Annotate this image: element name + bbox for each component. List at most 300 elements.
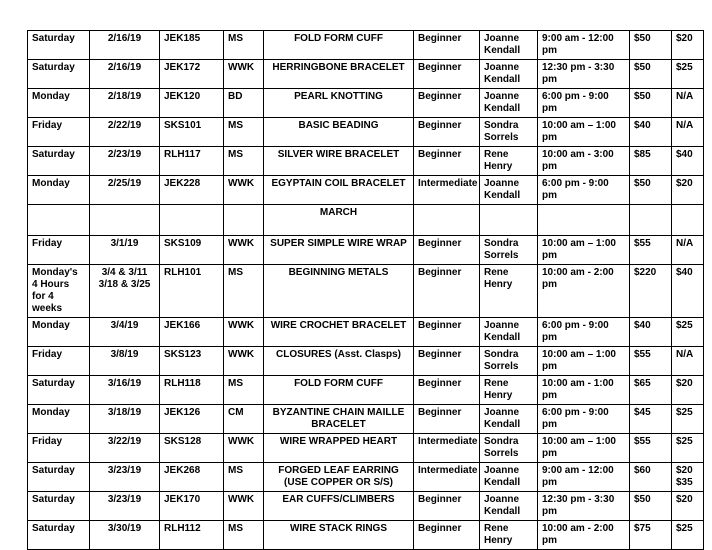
instructor-cell-text: Joanne Kendall [484, 465, 521, 488]
time-cell-text: 10:00 am - 2:00 pm [542, 267, 614, 290]
level-cell [414, 463, 480, 492]
day-cell-text: Saturday [32, 378, 75, 389]
class-title-cell [264, 405, 414, 434]
class-code-cell [160, 147, 224, 176]
instructor-cell-text: Joanne Kendall [484, 320, 521, 343]
class-title-cell-text: CLOSURES (Asst. Clasps) [275, 349, 402, 360]
level-cell [414, 376, 480, 405]
date-cell [90, 376, 160, 405]
instructor-cell [480, 60, 538, 89]
level-cell-text: Beginner [418, 523, 462, 534]
fee-cell-text: N/A [676, 349, 694, 360]
instructor-cell-text: Joanne Kendall [484, 407, 521, 430]
class-code-cell-text: SKS123 [164, 349, 202, 360]
level-cell-text: Beginner [418, 267, 462, 278]
price-cell [630, 463, 672, 492]
table-row [28, 347, 704, 376]
type-cell [224, 521, 264, 550]
time-cell [538, 376, 630, 405]
instructor-cell [480, 463, 538, 492]
type-cell-text: WWK [228, 349, 255, 360]
type-cell [224, 463, 264, 492]
fee-cell-text: $20 [676, 178, 693, 189]
level-cell [414, 118, 480, 147]
table-row [28, 405, 704, 434]
time-cell [538, 31, 630, 60]
date-cell [90, 118, 160, 147]
level-cell [414, 434, 480, 463]
class-code-cell [160, 376, 224, 405]
class-code-cell-text: JEK120 [164, 91, 201, 102]
fee-cell [672, 60, 704, 89]
date-cell [90, 236, 160, 265]
time-cell-text: 10:00 am – 1:00 pm [542, 120, 616, 143]
fee-cell-text: $25 [676, 320, 693, 331]
level-cell-text: Beginner [418, 91, 462, 102]
time-cell-text: 12:30 pm - 3:30 pm [542, 494, 615, 517]
table-row [28, 147, 704, 176]
class-title-cell-text: WIRE CROCHET BRACELET [270, 320, 407, 331]
date-cell-text: 3/23/19 [107, 465, 142, 476]
time-cell-text: 10:00 am - 1:00 pm [542, 378, 614, 401]
level-cell [414, 60, 480, 89]
table-row [28, 463, 704, 492]
class-title-cell [264, 31, 414, 60]
fee-extra-text: $35 [676, 477, 693, 488]
class-title-cell [264, 347, 414, 376]
time-cell [538, 265, 630, 318]
date-cell [90, 318, 160, 347]
price-cell-text: $60 [634, 465, 651, 476]
price-cell [630, 147, 672, 176]
class-code-cell [160, 236, 224, 265]
date-cell [90, 89, 160, 118]
table-row [28, 434, 704, 463]
instructor-cell-text: Joanne Kendall [484, 91, 521, 114]
time-cell-text: 10:00 am – 1:00 pm [542, 349, 616, 372]
day-cell-text: Saturday [32, 494, 75, 505]
price-cell [630, 405, 672, 434]
class-title-cell [264, 521, 414, 550]
level-cell [414, 176, 480, 205]
type-cell-text: MS [228, 149, 243, 160]
fee-cell [672, 118, 704, 147]
class-code-cell-text: RLH112 [164, 523, 201, 534]
class-code-cell-text: SKS109 [164, 238, 202, 249]
date-cell [90, 176, 160, 205]
time-cell-text: 6:00 pm - 9:00 pm [542, 320, 609, 343]
fee-cell [672, 463, 704, 492]
instructor-cell [480, 176, 538, 205]
price-cell-text: $65 [634, 378, 651, 389]
date-cell-text: 3/4/19 [110, 320, 139, 331]
type-cell [224, 376, 264, 405]
class-title-cell [264, 434, 414, 463]
day-cell [28, 434, 90, 463]
price-cell [630, 236, 672, 265]
time-cell [538, 89, 630, 118]
instructor-cell [480, 31, 538, 60]
type-cell-text: BD [228, 91, 243, 102]
class-title-cell [264, 176, 414, 205]
day-cell [28, 89, 90, 118]
instructor-cell-text: Rene Henry [484, 149, 513, 172]
level-cell [414, 492, 480, 521]
class-code-cell-text: JEK166 [164, 320, 201, 331]
class-code-cell [160, 265, 224, 318]
type-cell [224, 318, 264, 347]
day-cell [28, 60, 90, 89]
day-cell-text: Friday [32, 120, 63, 131]
class-title-cell [264, 60, 414, 89]
time-cell [538, 492, 630, 521]
fee-cell [672, 434, 704, 463]
day-cell-text: Monday [32, 91, 70, 102]
price-cell-text: $220 [634, 267, 657, 278]
price-cell [630, 376, 672, 405]
day-cell [28, 318, 90, 347]
table-row [28, 176, 704, 205]
month-row [28, 205, 704, 236]
level-cell-text: Beginner [418, 149, 462, 160]
time-cell-text: 10:00 am - 3:00 pm [542, 149, 614, 172]
type-cell [224, 405, 264, 434]
price-cell-text: $40 [634, 120, 651, 131]
table-row [28, 318, 704, 347]
level-cell-text: Intermediate [418, 178, 478, 189]
level-cell [414, 318, 480, 347]
class-title-cell-text: SILVER WIRE BRACELET [277, 149, 400, 160]
day-cell [28, 463, 90, 492]
time-cell [538, 236, 630, 265]
instructor-cell [480, 265, 538, 318]
price-cell-text: $50 [634, 178, 651, 189]
type-cell [224, 236, 264, 265]
fee-cell [672, 376, 704, 405]
day-cell [28, 492, 90, 521]
type-cell [224, 265, 264, 318]
date-cell [90, 521, 160, 550]
class-title-cell [264, 376, 414, 405]
class-code-cell [160, 463, 224, 492]
fee-cell-text: $20 [676, 494, 693, 505]
fee-cell [672, 176, 704, 205]
time-cell [538, 463, 630, 492]
class-code-cell-text: RLH118 [164, 378, 201, 389]
instructor-cell [480, 236, 538, 265]
day-cell-text: Monday [32, 407, 70, 418]
price-cell-text: $50 [634, 91, 651, 102]
fee-cell-text: $40 [676, 149, 693, 160]
price-cell-text: $45 [634, 407, 651, 418]
time-cell-text: 12:30 pm - 3:30 pm [542, 62, 615, 85]
table-row [28, 265, 704, 318]
level-cell [414, 89, 480, 118]
price-cell [630, 434, 672, 463]
table-row [28, 60, 704, 89]
class-code-cell [160, 89, 224, 118]
class-title-cell [264, 236, 414, 265]
class-title-cell-text: FORGED LEAF EARRING (USE COPPER OR S/S) [278, 465, 399, 488]
class-title-cell [264, 118, 414, 147]
day-cell-text: Monday [32, 320, 70, 331]
day-cell-text: Saturday [32, 523, 75, 534]
instructor-cell-text: Sondra Sorrels [484, 120, 519, 143]
level-cell-text: Beginner [418, 407, 462, 418]
level-cell-text: Intermediate [418, 436, 478, 447]
day-cell [28, 521, 90, 550]
february-rows [28, 31, 704, 205]
date-cell [90, 463, 160, 492]
price-cell [630, 31, 672, 60]
type-cell-text: WWK [228, 320, 255, 331]
class-code-cell-text: SKS101 [164, 120, 202, 131]
fee-cell [672, 31, 704, 60]
time-cell [538, 118, 630, 147]
class-title-cell [264, 147, 414, 176]
class-code-cell-text: JEK172 [164, 62, 201, 73]
day-cell [28, 405, 90, 434]
date-cell-text: 3/1/19 [110, 238, 139, 249]
date-cell-text: 3/18/19 [107, 407, 142, 418]
price-cell-text: $40 [634, 320, 651, 331]
price-cell [630, 318, 672, 347]
instructor-cell [480, 521, 538, 550]
day-cell-text: Saturday [32, 149, 75, 160]
type-cell-text: MS [228, 33, 243, 44]
instructor-cell-text: Joanne Kendall [484, 178, 521, 201]
instructor-cell [480, 118, 538, 147]
day-cell [28, 176, 90, 205]
level-cell [414, 405, 480, 434]
class-title-cell-text: BASIC BEADING [298, 120, 379, 131]
date-cell [90, 31, 160, 60]
instructor-cell [480, 318, 538, 347]
fee-cell [672, 347, 704, 376]
date-cell [90, 60, 160, 89]
type-cell-text: WWK [228, 62, 255, 73]
fee-cell [672, 265, 704, 318]
day-cell-text: Saturday [32, 62, 75, 73]
fee-cell-text: $25 [676, 407, 693, 418]
date-cell-text: 3/16/19 [107, 378, 142, 389]
class-code-cell [160, 176, 224, 205]
class-code-cell [160, 405, 224, 434]
date-cell-text: 2/22/19 [107, 120, 142, 131]
level-cell [414, 265, 480, 318]
day-cell-text: Friday [32, 349, 63, 360]
instructor-cell [480, 492, 538, 521]
level-cell-text: Beginner [418, 62, 462, 73]
class-title-cell-text: SUPER SIMPLE WIRE WRAP [270, 238, 407, 249]
type-cell-text: WWK [228, 238, 255, 249]
date-cell-text: 3/30/19 [107, 523, 142, 534]
fee-cell [672, 405, 704, 434]
type-cell-text: MS [228, 267, 243, 278]
day-cell [28, 265, 90, 318]
class-code-cell-text: JEK126 [164, 407, 201, 418]
class-code-cell-text: JEK268 [164, 465, 201, 476]
time-cell [538, 147, 630, 176]
instructor-cell-text: Joanne Kendall [484, 62, 521, 85]
day-cell-text: Saturday [32, 465, 75, 476]
date-cell [90, 265, 160, 318]
time-cell [538, 176, 630, 205]
date-cell-text: 3/23/19 [107, 494, 142, 505]
class-code-cell [160, 118, 224, 147]
type-cell [224, 347, 264, 376]
type-cell [224, 492, 264, 521]
class-title-cell-text: WIRE WRAPPED HEART [279, 436, 398, 447]
instructor-cell [480, 405, 538, 434]
type-cell-text: MS [228, 120, 243, 131]
level-cell-text: Beginner [418, 378, 462, 389]
time-cell-text: 10:00 am – 1:00 pm [542, 238, 616, 261]
level-cell [414, 236, 480, 265]
type-cell [224, 118, 264, 147]
date-cell-text: 3/8/19 [110, 349, 139, 360]
class-title-cell-text: HERRINGBONE BRACELET [272, 62, 405, 73]
price-cell [630, 89, 672, 118]
fee-cell [672, 89, 704, 118]
fee-cell-text: $25 [676, 523, 693, 534]
class-title-cell-text: WIRE STACK RINGS [289, 523, 388, 534]
class-schedule-table [27, 30, 704, 550]
price-cell-text: $55 [634, 238, 651, 249]
price-cell-text: $55 [634, 349, 651, 360]
price-cell [630, 176, 672, 205]
class-title-cell [264, 492, 414, 521]
class-code-cell [160, 492, 224, 521]
type-cell [224, 176, 264, 205]
day-cell [28, 147, 90, 176]
time-cell [538, 521, 630, 550]
fee-cell-text: N/A [676, 120, 694, 131]
date-cell [90, 492, 160, 521]
class-title-cell [264, 463, 414, 492]
price-cell-text: $85 [634, 149, 651, 160]
class-code-cell-text: JEK170 [164, 494, 201, 505]
type-cell [224, 89, 264, 118]
level-cell-text: Beginner [418, 238, 462, 249]
class-code-cell [160, 31, 224, 60]
class-code-cell [160, 318, 224, 347]
type-cell-text: WWK [228, 494, 255, 505]
class-code-cell-text: JEK228 [164, 178, 201, 189]
day-cell [28, 118, 90, 147]
instructor-cell-text: Sondra Sorrels [484, 436, 519, 459]
level-cell [414, 147, 480, 176]
class-title-cell-text: EGYPTAIN COIL BRACELET [271, 178, 406, 189]
table-row [28, 118, 704, 147]
type-cell-text: MS [228, 465, 243, 476]
time-cell-text: 6:00 pm - 9:00 pm [542, 407, 609, 430]
price-cell [630, 492, 672, 521]
type-cell-text: MS [228, 378, 243, 389]
class-title-cell-text: EAR CUFFS/CLIMBERS [282, 494, 395, 505]
type-cell-text: MS [228, 523, 243, 534]
fee-cell-text: $20 [676, 465, 693, 476]
instructor-cell [480, 147, 538, 176]
level-cell-text: Beginner [418, 320, 462, 331]
date-cell [90, 147, 160, 176]
level-cell-text: Beginner [418, 33, 462, 44]
time-cell-text: 6:00 pm - 9:00 pm [542, 178, 609, 201]
level-cell-text: Intermediate [418, 465, 478, 476]
month-heading: MARCH [264, 205, 414, 236]
fee-cell-text: $20 [676, 378, 693, 389]
price-cell-text: $75 [634, 523, 651, 534]
day-cell [28, 31, 90, 60]
class-title-cell [264, 265, 414, 318]
fee-cell-text: N/A [676, 238, 694, 249]
fee-cell-text: $25 [676, 436, 693, 447]
fee-cell-text: $40 [676, 267, 693, 278]
table-row [28, 89, 704, 118]
date-cell-text: 2/18/19 [107, 91, 142, 102]
level-cell-text: Beginner [418, 120, 462, 131]
table-row [28, 521, 704, 550]
class-code-cell-text: SKS128 [164, 436, 202, 447]
fee-cell [672, 521, 704, 550]
instructor-cell [480, 376, 538, 405]
price-cell [630, 265, 672, 318]
level-cell [414, 521, 480, 550]
time-cell [538, 434, 630, 463]
fee-cell [672, 236, 704, 265]
class-title-cell-text: BYZANTINE CHAIN MAILLE BRACELET [272, 407, 405, 430]
level-cell [414, 347, 480, 376]
type-cell-text: WWK [228, 178, 255, 189]
price-cell-text: $55 [634, 436, 651, 447]
day-cell [28, 236, 90, 265]
price-cell [630, 521, 672, 550]
instructor-cell-text: Sondra Sorrels [484, 349, 519, 372]
class-code-cell [160, 434, 224, 463]
date-cell [90, 347, 160, 376]
price-cell-text: $50 [634, 62, 651, 73]
class-title-cell [264, 89, 414, 118]
fee-cell [672, 147, 704, 176]
instructor-cell-text: Joanne Kendall [484, 494, 521, 517]
fee-cell-text: N/A [676, 91, 694, 102]
table-row [28, 31, 704, 60]
type-cell [224, 147, 264, 176]
class-title-cell-text: BEGINNING METALS [288, 267, 389, 278]
price-cell [630, 60, 672, 89]
price-cell-text: $50 [634, 33, 651, 44]
time-cell-text: 9:00 am - 12:00 pm [542, 33, 614, 56]
type-cell-text: WWK [228, 436, 255, 447]
fee-cell-text: $25 [676, 62, 693, 73]
time-cell [538, 60, 630, 89]
instructor-cell-text: Rene Henry [484, 267, 513, 290]
instructor-cell-text: Rene Henry [484, 523, 513, 546]
time-cell-text: 10:00 am - 2:00 pm [542, 523, 614, 546]
month-divider [28, 205, 704, 236]
date-cell-text: 3/4 & 3/11 3/18 & 3/25 [98, 267, 151, 290]
class-code-cell-text: RLH117 [164, 149, 201, 160]
class-code-cell-text: JEK185 [164, 33, 201, 44]
day-cell-text: Friday [32, 238, 63, 249]
instructor-cell [480, 347, 538, 376]
level-cell-text: Beginner [418, 494, 462, 505]
time-cell-text: 6:00 pm - 9:00 pm [542, 91, 609, 114]
fee-cell-text: $20 [676, 33, 693, 44]
class-title-cell-text: FOLD FORM CUFF [294, 33, 383, 44]
day-cell-text: Monday's 4 Hours for 4 weeks [32, 267, 78, 314]
type-cell [224, 60, 264, 89]
